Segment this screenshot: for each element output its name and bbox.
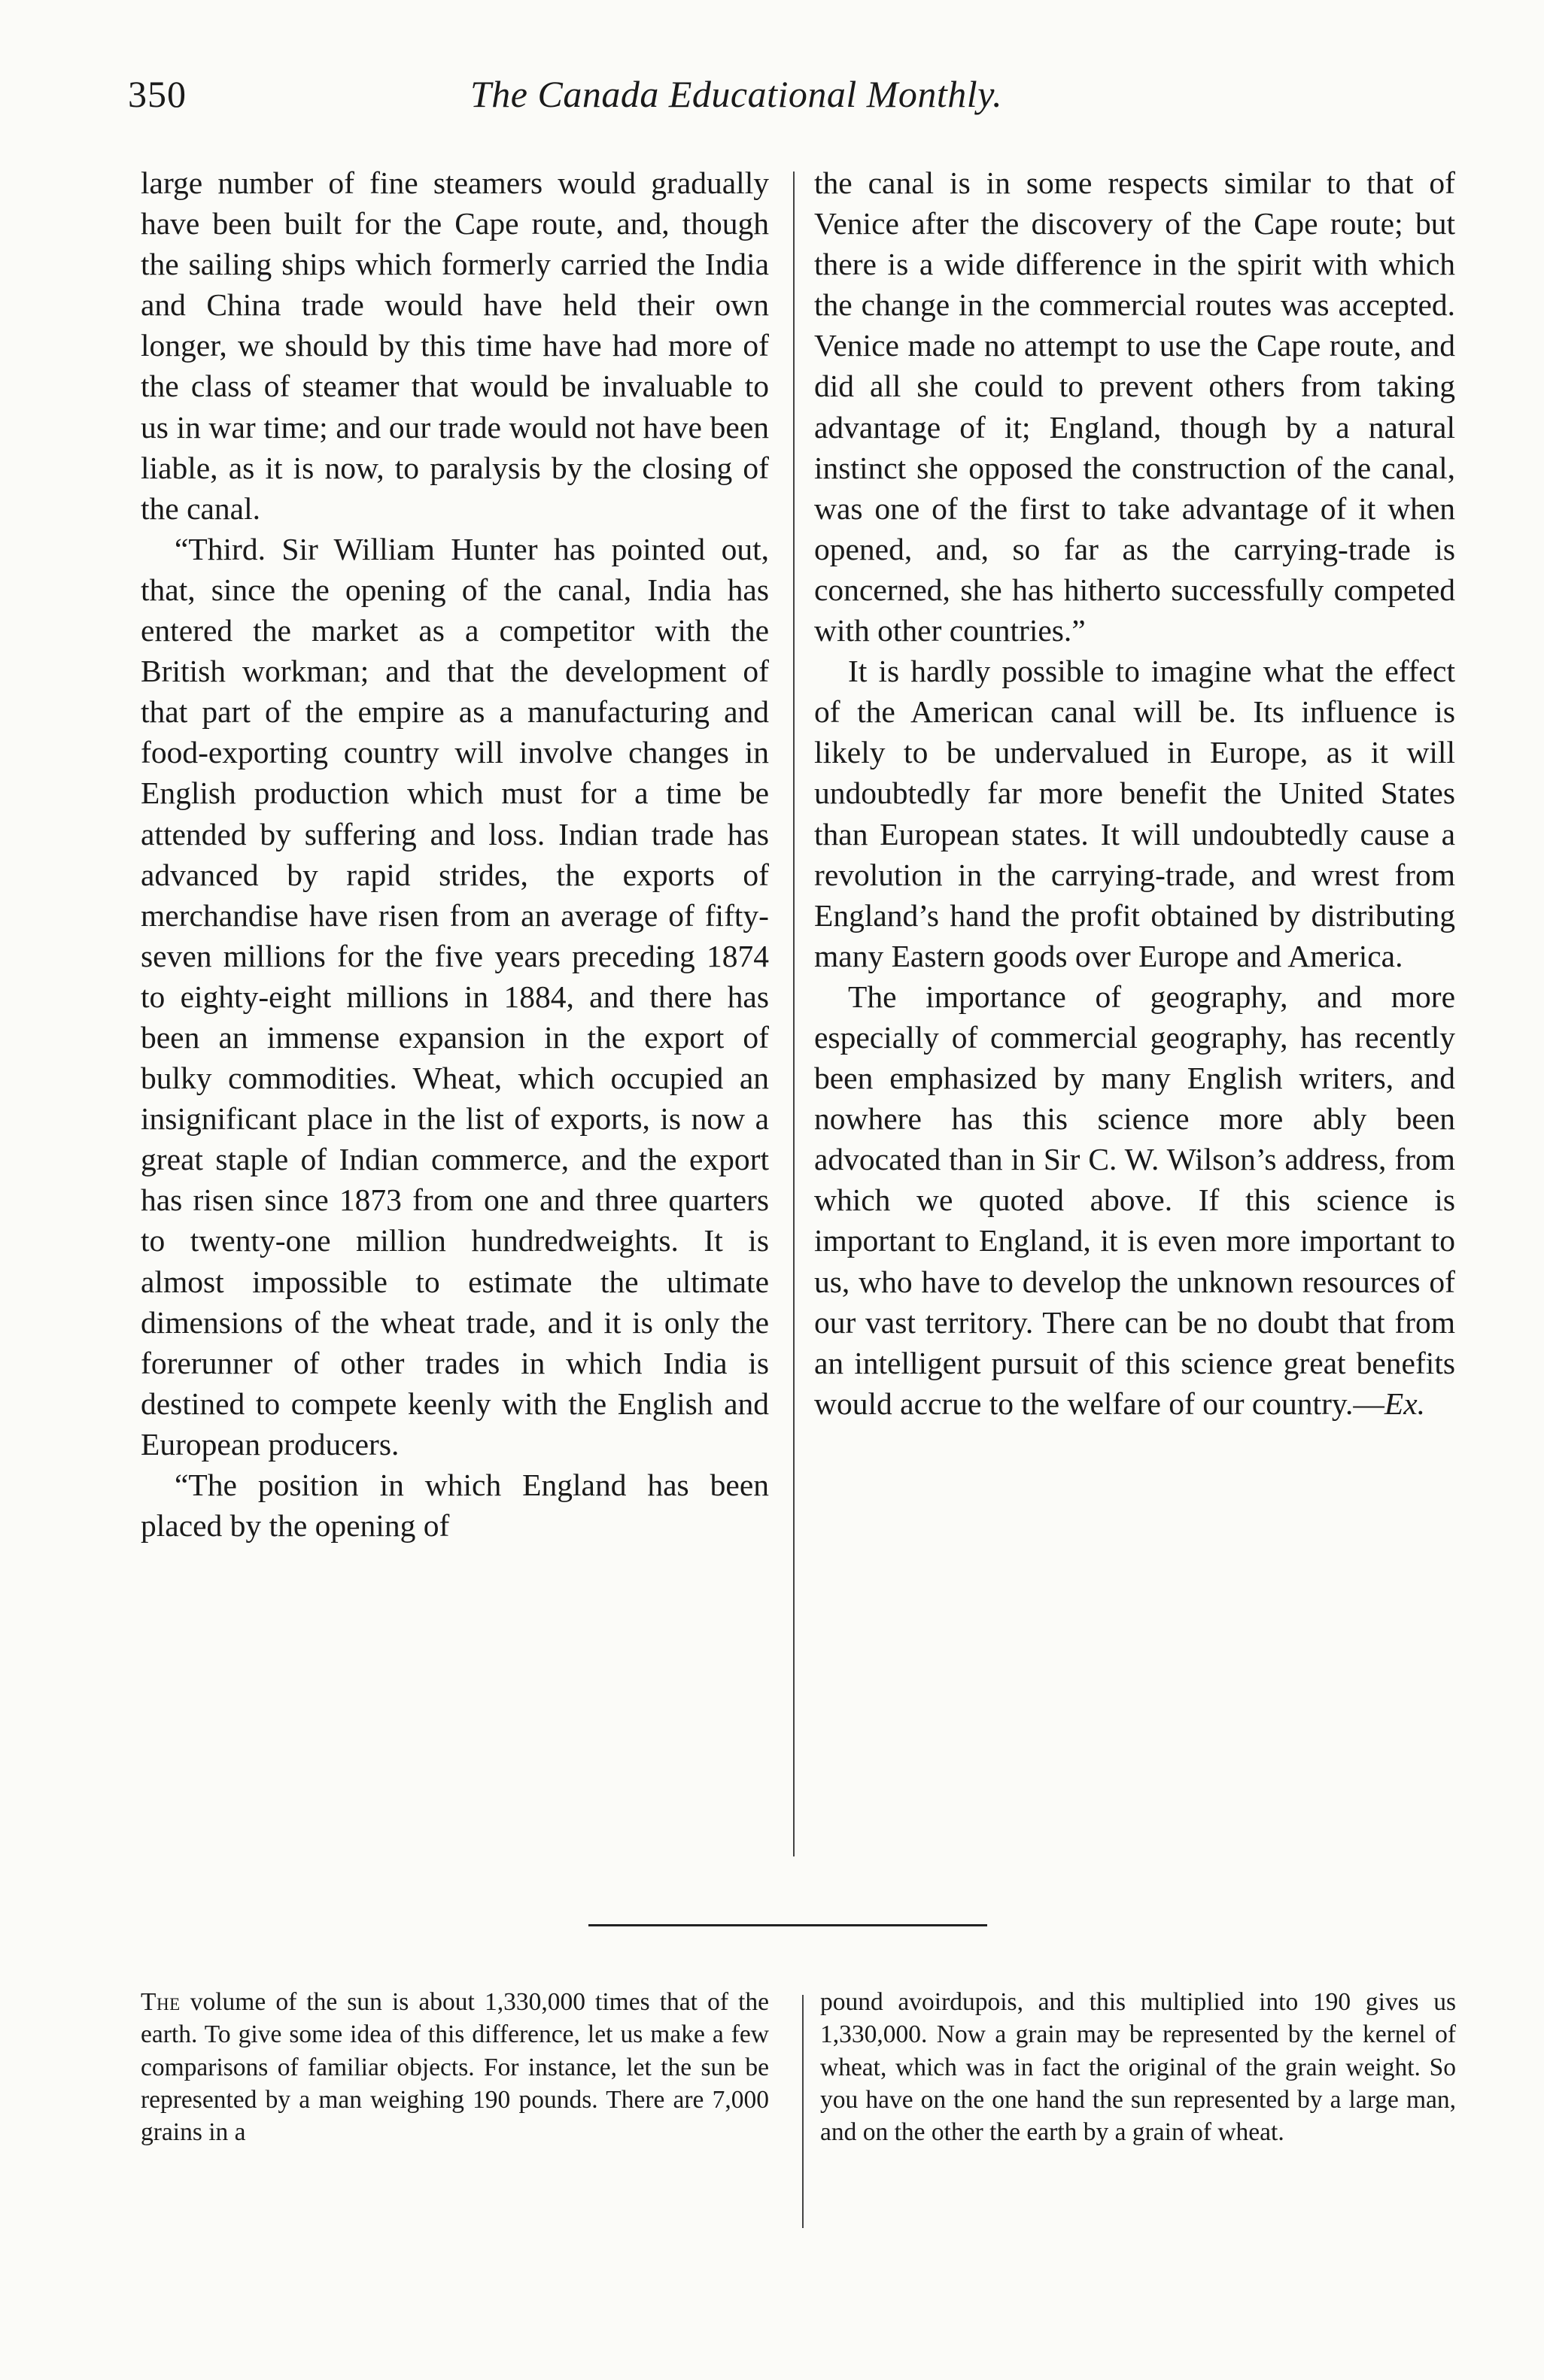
note-column-rule xyxy=(802,1995,804,2228)
section-divider xyxy=(588,1924,987,1926)
paragraph-text: The importance of geography, and more especially of commercial geography, has recently been emphasized by many English writers, and nowhere has this science more ably been advocated than in Sir C. W. Wilson’s address, from which we quoted above. If this science is important to England, it is even more important to us, who have to develop the unknown resources of our vast territory. There can be no doubt that from an intelligent pursuit of this science great benefits would accrue to the welfare of our country.— xyxy=(814,979,1455,1421)
paragraph: the canal is in some respects similar to that of Venice after the discovery of the Cape route; but there is a wide difference in the spirit with which the change in the commercial routes was accepted. Venice made no attempt to use the Cape route, and did all she could to prevent others from taking advantage of it; England, though by a natural instinct she opposed the construction of the canal, was one of the first to take advantage of it when opened, and, so far as the carrying-trade is concerned, she has hitherto successfully competed with other countries.” xyxy=(814,165,1455,648)
note-text: volume of the sun is about 1,330,000 times that of the earth. To give some idea of this difference, let us make a few comparisons of familiar objects. For instance, let the sun be represented by a man weighing 190 pounds. There are 7,000 grains in a xyxy=(141,1988,769,2147)
paragraph: “Third. Sir William Hunter has pointed out, that, since the opening of the canal, India has entered the market as a competitor with the British workman; and that the development of that part of the empire as a manufacturing and food-exporting country will involve changes in English production which must for a time be attended by suffering and loss. Indian trade has advanced by rapid strides, the exports of merchandise have risen from an average of fifty-seven millions for the five years preceding 1874 to eighty-eight millions in 1884, and there has been an immense expansion in the export of bulky commodities. Wheat, which occupied an insignificant place in the list of exports, is now a great staple of Indian commerce, and the export has risen since 1873 from one and three quarters to twenty-one million hundredweights. It is almost impossible to estimate the ultimate dimensions of the wheat trade, and it is only the forerunner of other trades in which India is destined to compete keenly with the English and European producers. xyxy=(141,531,769,1462)
page-header xyxy=(128,72,1467,132)
note-text: pound avoirdupois, and this multiplied into 190 gives us 1,330,000. Now a grain may be represented by the kernel of wheat, which was in fact the original of the grain weight. So you have on the one hand the sun represented by a large man, and on the other the earth by a grain of wheat. xyxy=(820,1988,1456,2147)
paragraph: It is hardly possible to imagine what the effect of the American canal will be. Its influence is likely to be undervalued in Europe, as it will undoubtedly far more benefit the United States than European states. It will undoubtedly cause a revolution in the carrying-trade, and wrest from England’s hand the profit obtained by distributing many Eastern goods over Europe and America. xyxy=(814,654,1455,973)
paragraph: “The position in which England has been placed by the opening of xyxy=(141,1468,769,1544)
note-left-column xyxy=(141,1986,769,2148)
source-tag: Ex. xyxy=(1384,1386,1425,1421)
running-title: The Canada Educational Monthly. xyxy=(470,73,1003,115)
paragraph: large number of fine steamers would gradually have been built for the Cape route, and, though the sailing ships which formerly carried the India and China trade would have held their own longer, we should by this time have had more of the class of steamer that would be invaluable to us in war time; and our trade would not have been liable, as it is now, to paralysis by the closing of the canal. xyxy=(141,165,769,526)
note-lead: The xyxy=(141,1988,181,2016)
article-right-column xyxy=(814,162,1455,1424)
article-left-column xyxy=(141,162,769,1546)
paragraph xyxy=(814,976,1455,1424)
note-paragraph xyxy=(141,1986,769,2148)
note-right-column xyxy=(820,1986,1456,2148)
column-rule xyxy=(793,172,795,1856)
page-number: 350 xyxy=(128,73,187,115)
